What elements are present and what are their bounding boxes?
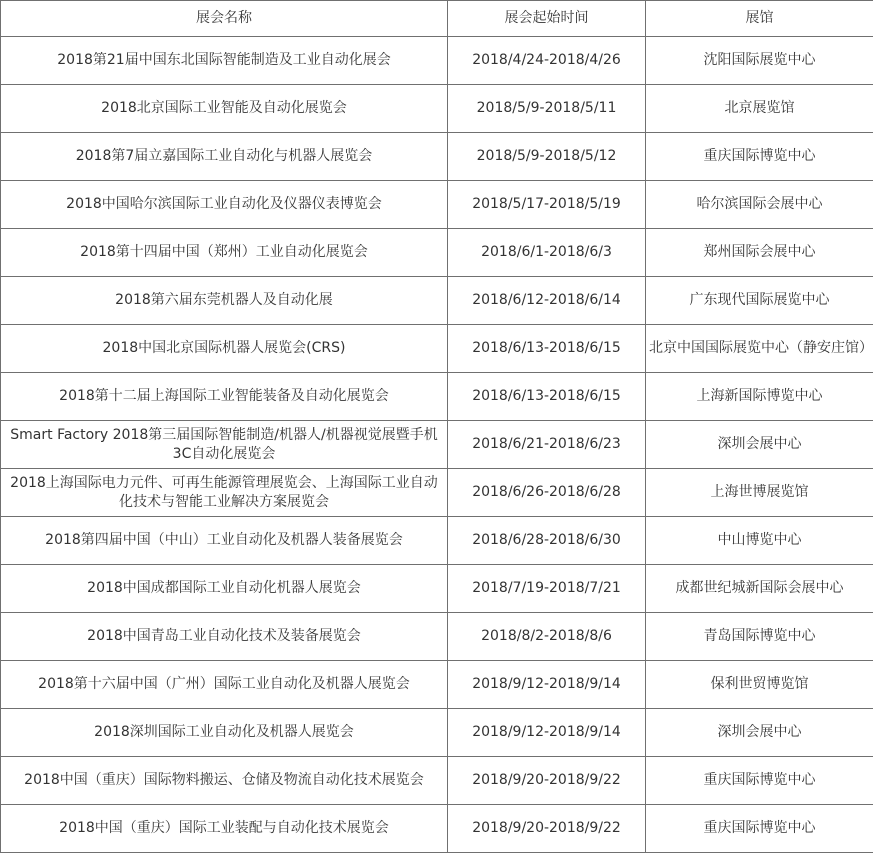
dates-cell: 2018/9/20-2018/9/22 (448, 805, 646, 853)
header-exhibition-name: 展会名称 (1, 1, 448, 37)
venue-cell: 上海新国际博览中心 (646, 373, 873, 421)
dates-cell: 2018/5/17-2018/5/19 (448, 181, 646, 229)
table-row (1, 469, 873, 517)
dates-cell: 2018/6/26-2018/6/28 (448, 469, 646, 517)
venue-cell: 重庆国际博览中心 (646, 133, 873, 181)
venue-cell: 重庆国际博览中心 (646, 757, 873, 805)
dates-cell: 2018/6/1-2018/6/3 (448, 229, 646, 277)
table-row (1, 661, 873, 709)
dates-cell: 2018/9/12-2018/9/14 (448, 709, 646, 757)
exhibition-name-cell: 2018北京国际工业智能及自动化展览会 (1, 85, 448, 133)
header-venue: 展馆 (646, 1, 873, 37)
exhibition-name-cell: 2018中国成都国际工业自动化机器人展览会 (1, 565, 448, 613)
exhibition-name-cell: 2018上海国际电力元件、可再生能源管理展览会、上海国际工业自动化技术与智能工业解决方案展览会 (1, 469, 448, 517)
table-row (1, 277, 873, 325)
venue-cell: 重庆国际博览中心 (646, 805, 873, 853)
table-row (1, 757, 873, 805)
exhibition-name-cell: 2018第十四届中国（郑州）工业自动化展览会 (1, 229, 448, 277)
exhibition-name-cell: 2018中国哈尔滨国际工业自动化及仪器仪表博览会 (1, 181, 448, 229)
venue-cell: 中山博览中心 (646, 517, 873, 565)
dates-cell: 2018/4/24-2018/4/26 (448, 37, 646, 85)
venue-cell: 深圳会展中心 (646, 709, 873, 757)
exhibition-name-cell: Smart Factory 2018第三届国际智能制造/机器人/机器视觉展暨手机3C自动化展览会 (1, 421, 448, 469)
table-row (1, 613, 873, 661)
exhibition-name-cell: 2018第7届立嘉国际工业自动化与机器人展览会 (1, 133, 448, 181)
table-row (1, 37, 873, 85)
dates-cell: 2018/6/13-2018/6/15 (448, 325, 646, 373)
table-row (1, 85, 873, 133)
exhibition-name-cell: 2018深圳国际工业自动化及机器人展览会 (1, 709, 448, 757)
exhibition-name-cell: 2018中国北京国际机器人展览会(CRS) (1, 325, 448, 373)
dates-cell: 2018/8/2-2018/8/6 (448, 613, 646, 661)
exhibition-name-cell: 2018中国（重庆）国际工业装配与自动化技术展览会 (1, 805, 448, 853)
venue-cell: 广东现代国际展览中心 (646, 277, 873, 325)
exhibition-name-cell: 2018第十二届上海国际工业智能装备及自动化展览会 (1, 373, 448, 421)
venue-cell: 青岛国际博览中心 (646, 613, 873, 661)
table-row (1, 229, 873, 277)
table-row (1, 421, 873, 469)
exhibition-name-cell: 2018第四届中国（中山）工业自动化及机器人装备展览会 (1, 517, 448, 565)
header-dates: 展会起始时间 (448, 1, 646, 37)
venue-cell: 深圳会展中心 (646, 421, 873, 469)
dates-cell: 2018/9/12-2018/9/14 (448, 661, 646, 709)
venue-cell: 成都世纪城新国际会展中心 (646, 565, 873, 613)
exhibition-name-cell: 2018第十六届中国（广州）国际工业自动化及机器人展览会 (1, 661, 448, 709)
table-row (1, 373, 873, 421)
venue-cell: 北京中国国际展览中心（静安庄馆） (646, 325, 873, 373)
dates-cell: 2018/6/28-2018/6/30 (448, 517, 646, 565)
dates-cell: 2018/5/9-2018/5/12 (448, 133, 646, 181)
venue-cell: 保利世贸博览馆 (646, 661, 873, 709)
dates-cell: 2018/6/13-2018/6/15 (448, 373, 646, 421)
table-row (1, 517, 873, 565)
venue-cell: 上海世博展览馆 (646, 469, 873, 517)
dates-cell: 2018/6/21-2018/6/23 (448, 421, 646, 469)
venue-cell: 哈尔滨国际会展中心 (646, 181, 873, 229)
dates-cell: 2018/6/12-2018/6/14 (448, 277, 646, 325)
table-row (1, 805, 873, 853)
table-row (1, 181, 873, 229)
dates-cell: 2018/7/19-2018/7/21 (448, 565, 646, 613)
venue-cell: 北京展览馆 (646, 85, 873, 133)
venue-cell: 郑州国际会展中心 (646, 229, 873, 277)
exhibition-name-cell: 2018中国青岛工业自动化技术及装备展览会 (1, 613, 448, 661)
exhibition-name-cell: 2018中国（重庆）国际物料搬运、仓储及物流自动化技术展览会 (1, 757, 448, 805)
venue-cell: 沈阳国际展览中心 (646, 37, 873, 85)
header-row (1, 1, 873, 37)
dates-cell: 2018/9/20-2018/9/22 (448, 757, 646, 805)
exhibition-name-cell: 2018第六届东莞机器人及自动化展 (1, 277, 448, 325)
table-row (1, 325, 873, 373)
table-row (1, 133, 873, 181)
table-row (1, 565, 873, 613)
dates-cell: 2018/5/9-2018/5/11 (448, 85, 646, 133)
table-row (1, 709, 873, 757)
exhibition-name-cell: 2018第21届中国东北国际智能制造及工业自动化展会 (1, 37, 448, 85)
